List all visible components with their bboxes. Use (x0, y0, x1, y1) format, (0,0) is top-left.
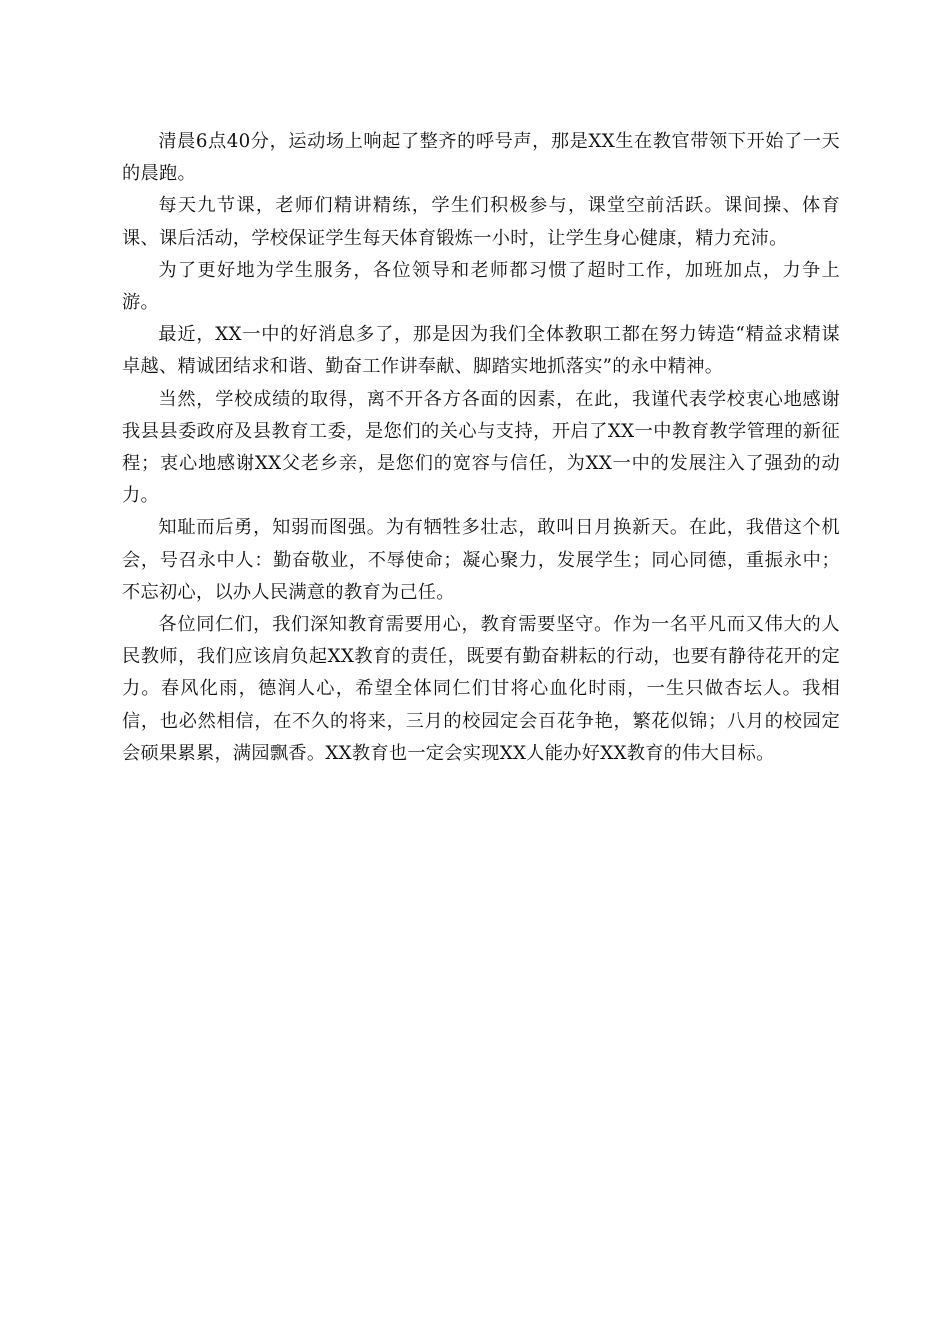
paragraph-call-to-action: 知耻而后勇，知弱而图强。为有牺牲多壮志，敢叫日月换新天。在此，我借这个机会，号召永中人：勤奋敬业，不辱使命；凝心聚力，发展学生；同心同德，重振永中；不忘初心，以办人民满意的教育为己任。 (122, 517, 840, 603)
paragraph-classes: 每天九节课，老师们精讲精练，学生们积极参与，课堂空前活跃。课间操、体育课、课后活动，学校保证学生每天体育锻炼一小时，让学生身心健康，精力充沛。 (122, 195, 840, 249)
paragraph-morning-run: 清晨6点40分，运动场上响起了整齐的呼号声，那是XX生在教官带领下开始了一天的晨跑。 (122, 131, 840, 185)
paragraph-closing: 各位同仁们，我们深知教育需要用心，教育需要坚守。作为一名平凡而又伟大的人民教师，我们应该肩负起XX教育的责任，既要有勤奋耕耘的行动，也要有静待花开的定力。春风化雨，德润人心，希望全体同仁们甘将心血化时雨，一生只做杏坛人。我相信，也必然相信，在不久的将来，三月的校园定会百花争艳，繁花似锦；八月的校园定会硕果累累，满园飘香。XX教育也一定会实现XX人能办好XX教育的伟大目标。 (122, 614, 840, 764)
paragraph-school-spirit: 最近，XX一中的好消息多了，那是因为我们全体教职工都在努力铸造“精益求精谋卓越、精诚团结求和谐、勤奋工作讲奉献、脚踏实地抓落实”的永中精神。 (122, 324, 840, 378)
paragraph-overtime: 为了更好地为学生服务，各位领导和老师都习惯了超时工作，加班加点，力争上游。 (122, 259, 840, 314)
paragraph-thanks: 当然，学校成绩的取得，离不开各方各面的因素，在此，我谨代表学校衷心地感谢我县县委政府及县教育工委，是您们的关心与支持，开启了XX一中教育教学管理的新征程；衷心地感谢XX父老乡亲，是您们的宽容与信任，为XX一中的发展注入了强劲的动力。 (122, 388, 840, 507)
document-body (122, 126, 840, 770)
